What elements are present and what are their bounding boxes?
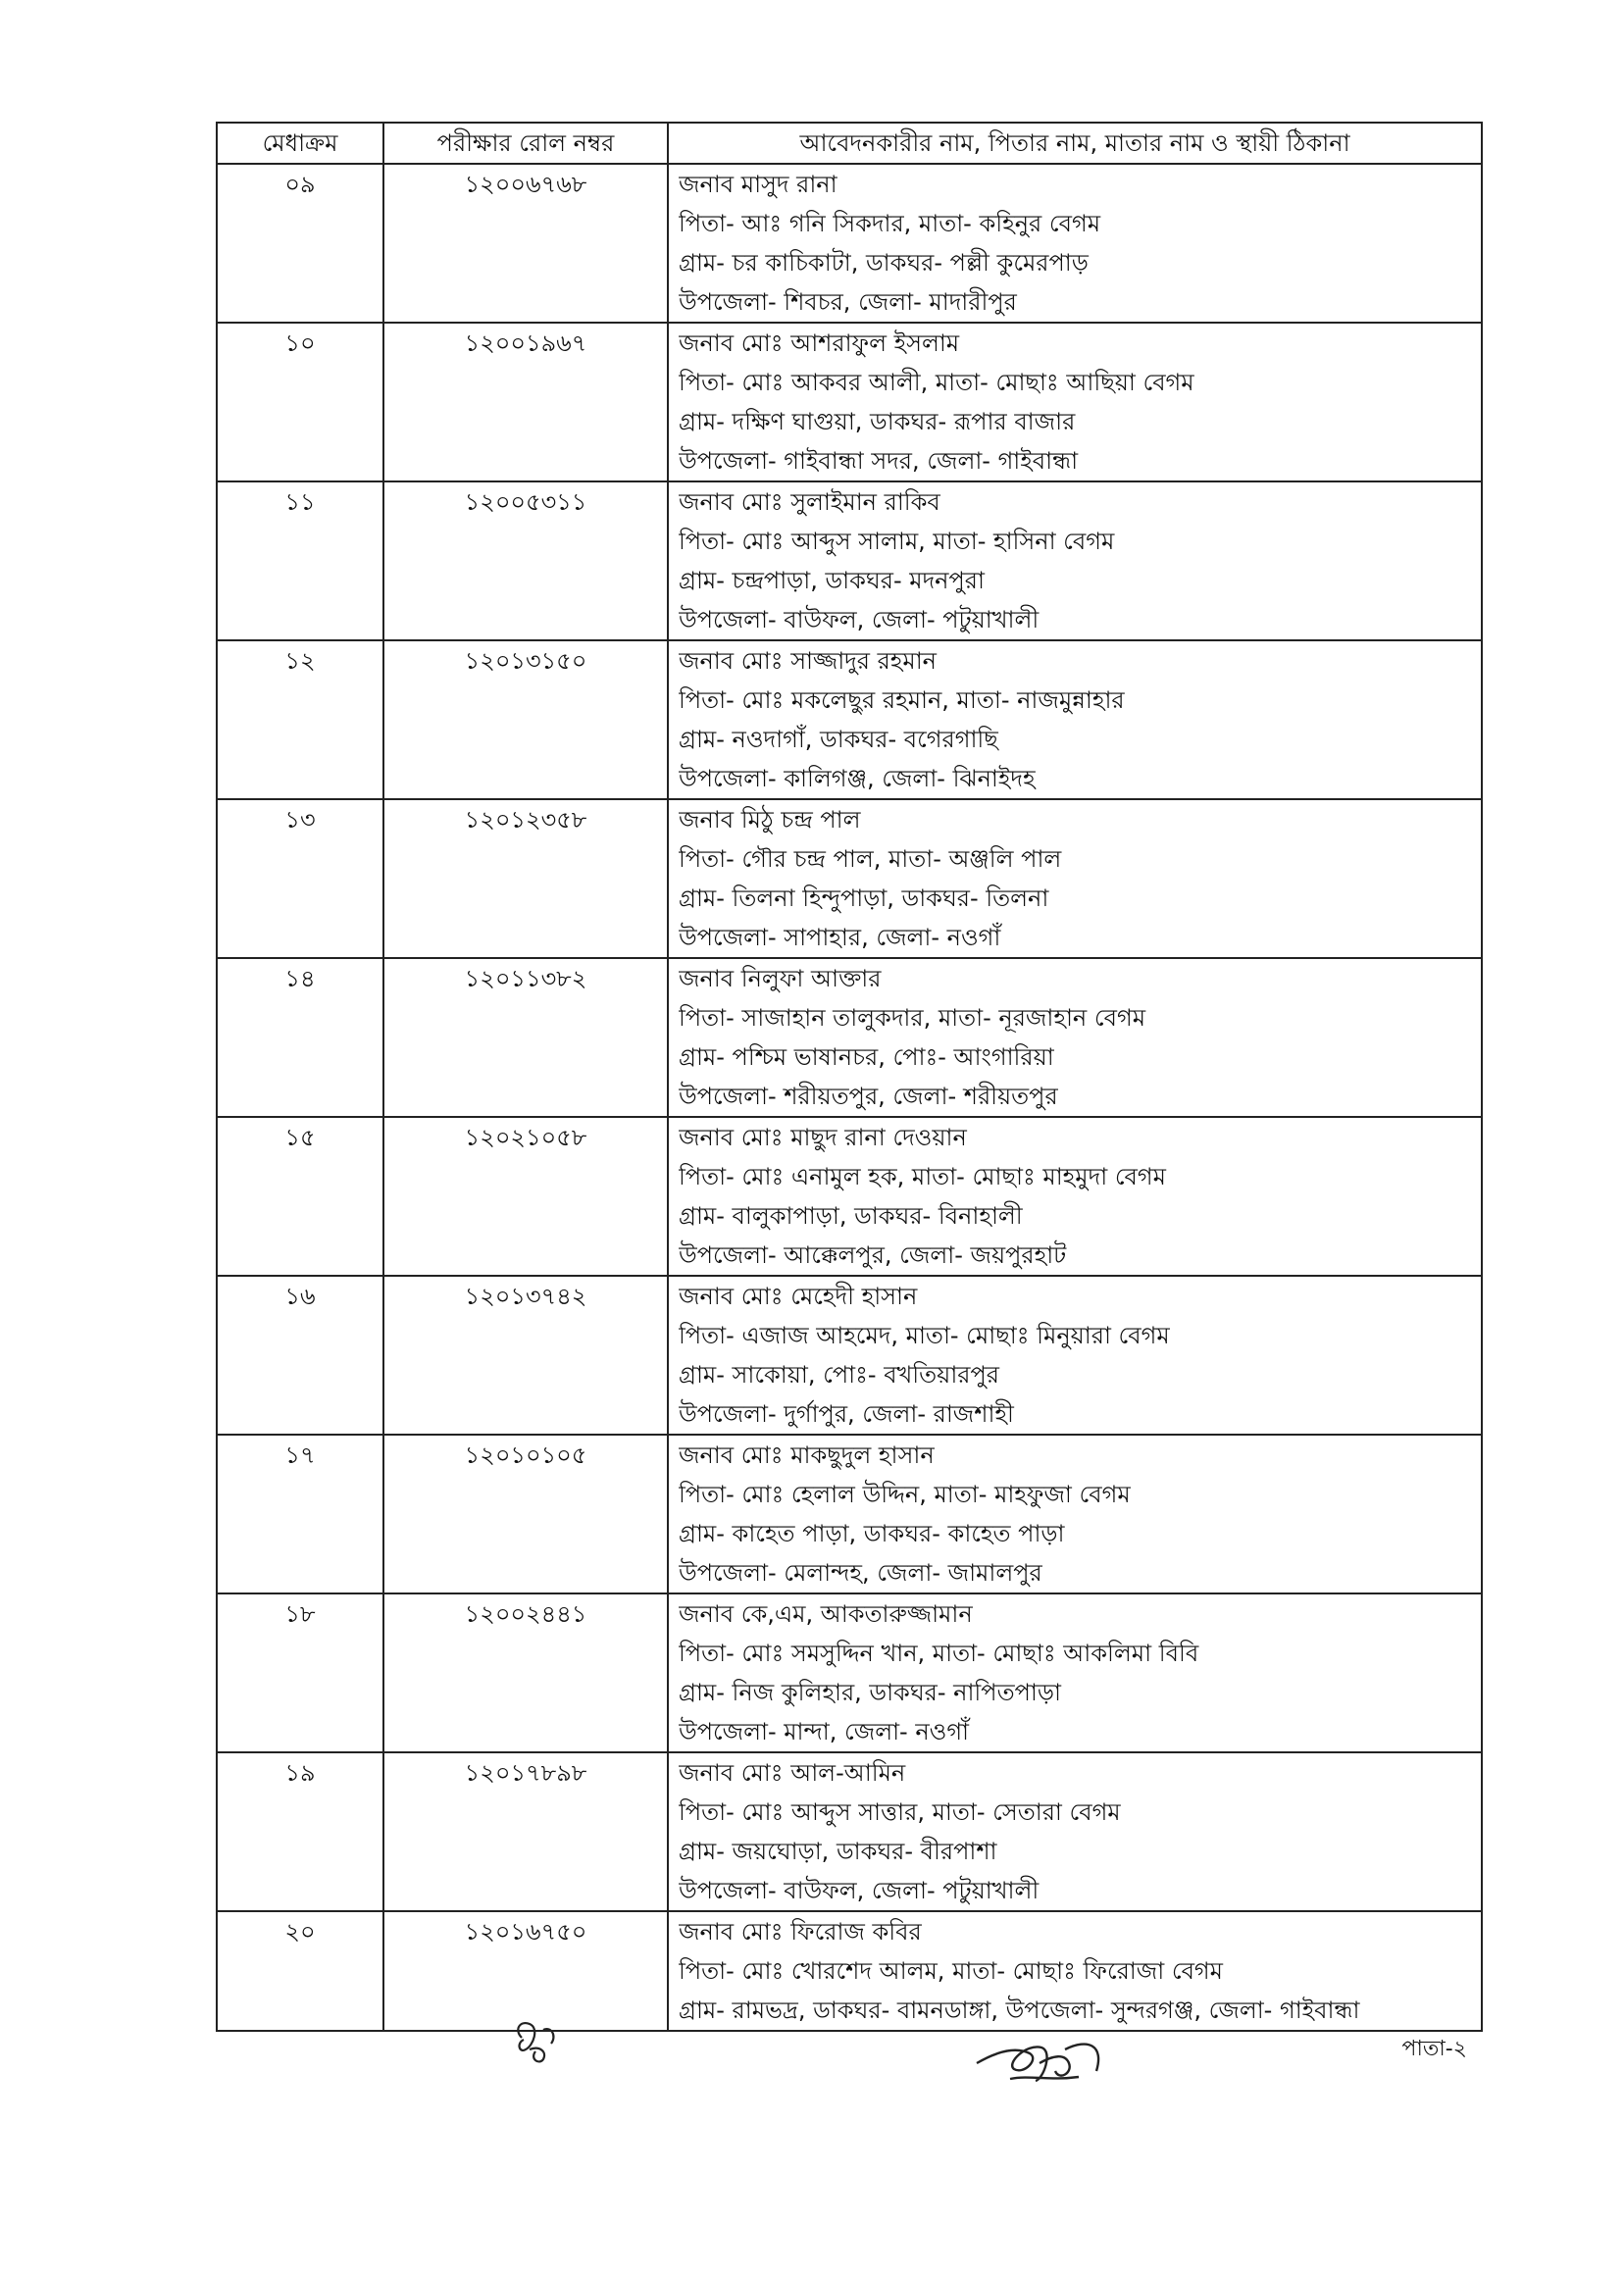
info-line: জনাব কে,এম, আকতারুজ্জামান (679, 1600, 973, 1628)
roll-cell: ১২০১২৩৫৮ (383, 799, 668, 958)
info-line: পিতা- মোঃ আকবর আলী, মাতা- মোছাঃ আছিয়া বেগম (679, 369, 1194, 396)
applicant-info-cell (668, 1752, 1482, 1911)
info-line: গ্রাম- রামভদ্র, ডাকঘর- বামনডাঙ্গা, উপজেলা- সুন্দরগঞ্জ, জেলা- গাইবান্ধা (679, 1997, 1360, 2024)
roll-cell: ১২০২১০৫৮ (383, 1117, 668, 1276)
info-line: উপজেলা- শিবচর, জেলা- মাদারীপুর (679, 288, 1017, 316)
info-line: উপজেলা- মান্দা, জেলা- নওগাঁ (679, 1718, 970, 1745)
info-line: পিতা- মোঃ আব্দুস সালাম, মাতা- হাসিনা বেগম (679, 528, 1115, 555)
roll-cell: ১২০১৬৭৫০ (383, 1911, 668, 2031)
info-line: গ্রাম- সাকোয়া, পোঃ- বখতিয়ারপুর (679, 1361, 999, 1389)
info-line: পিতা- এজাজ আহমেদ, মাতা- মোছাঃ মিনুয়ারা বেগম (679, 1322, 1170, 1349)
page-number: পাতা-২ (1401, 2037, 1467, 2061)
table-header-row (217, 123, 1482, 164)
info-line: গ্রাম- বালুকাপাড়া, ডাকঘর- বিনাহালী (679, 1202, 1023, 1230)
merit-cell: ০৯ (217, 164, 383, 323)
info-line: উপজেলা- আক্কেলপুর, জেলা- জয়পুরহাট (679, 1241, 1067, 1269)
merit-cell: ১৪ (217, 958, 383, 1117)
merit-cell: ১৬ (217, 1276, 383, 1435)
merit-cell: ১০ (217, 323, 383, 481)
merit-cell: ১৩ (217, 799, 383, 958)
table-row (217, 1752, 1482, 1911)
roll-cell: ১২০০৫৩১১ (383, 481, 668, 640)
info-line: গ্রাম- নিজ কুলিহার, ডাকঘর- নাপিতপাড়া (679, 1679, 1061, 1706)
info-line: জনাব মোঃ ফিরোজ কবির (679, 1918, 922, 1946)
roll-cell: ১২০১০১০৫ (383, 1435, 668, 1593)
merit-cell: ১২ (217, 640, 383, 799)
applicant-info-cell (668, 164, 1482, 323)
info-line: উপজেলা- গাইবান্ধা সদর, জেলা- গাইবান্ধা (679, 447, 1079, 475)
info-line: জনাব মোঃ মেহেদী হাসান (679, 1283, 918, 1310)
table-row (217, 640, 1482, 799)
table-row (217, 1911, 1482, 2031)
roll-cell: ১২০১৩৭৪২ (383, 1276, 668, 1435)
applicant-info-cell (668, 958, 1482, 1117)
info-line: উপজেলা- বাউফল, জেলা- পটুয়াখালী (679, 606, 1040, 633)
applicant-info-cell (668, 1435, 1482, 1593)
info-line: গ্রাম- চন্দ্রপাড়া, ডাকঘর- মদনপুরা (679, 567, 985, 594)
applicant-info-cell (668, 1911, 1482, 2031)
table-row (217, 164, 1482, 323)
info-line: পিতা- গৌর চন্দ্র পাল, মাতা- অঞ্জলি পাল (679, 845, 1062, 873)
merit-cell: ১৭ (217, 1435, 383, 1593)
info-line: জনাব নিলুফা আক্তার (679, 965, 882, 992)
table-row (217, 1276, 1482, 1435)
info-line: গ্রাম- পশ্চিম ভাষানচর, পোঃ- আংগারিয়া (679, 1043, 1054, 1071)
info-line: পিতা- মোঃ আব্দুস সাত্তার, মাতা- সেতারা বেগম (679, 1798, 1121, 1826)
info-line: পিতা- মোঃ এনামুল হক, মাতা- মোছাঃ মাহমুদা বেগম (679, 1163, 1166, 1190)
info-line: গ্রাম- নওদাগাঁ, ডাকঘর- বগেরগাছি (679, 726, 998, 753)
info-line: পিতা- সাজাহান তালুকদার, মাতা- নূরজাহান বেগম (679, 1004, 1146, 1032)
info-line: জনাব মোঃ আল-আমিন (679, 1759, 906, 1787)
info-line: জনাব মাসুদ রানা (679, 171, 837, 198)
info-line: উপজেলা- কালিগঞ্জ, জেলা- ঝিনাইদহ (679, 765, 1036, 792)
applicant-info-cell (668, 799, 1482, 958)
applicant-info-cell (668, 1276, 1482, 1435)
info-line: জনাব মোঃ মাকছুদুল হাসান (679, 1441, 935, 1469)
info-line: পিতা- আঃ গনি সিকদার, মাতা- কহিনুর বেগম (679, 210, 1101, 237)
results-table (216, 122, 1483, 2032)
roll-cell: ১২০০৬৭৬৮ (383, 164, 668, 323)
table-row (217, 1435, 1482, 1593)
table-row (217, 1117, 1482, 1276)
info-line: পিতা- মোঃ মকলেছুর রহমান, মাতা- নাজমুন্নাহার (679, 686, 1125, 714)
info-line: গ্রাম- দক্ষিণ ঘাগুয়া, ডাকঘর- রূপার বাজার (679, 408, 1076, 435)
info-line: গ্রাম- চর কাচিকাটা, ডাকঘর- পল্লী কুমেরপাড় (679, 249, 1089, 277)
info-line: গ্রাম- কাহেত পাড়া, ডাকঘর- কাহেত পাড়া (679, 1520, 1065, 1547)
header-roll: পরীক্ষার রোল নম্বর (383, 123, 668, 164)
applicant-info-cell (668, 640, 1482, 799)
table-row (217, 323, 1482, 481)
info-line: পিতা- মোঃ হেলাল উদ্দিন, মাতা- মাহফুজা বেগম (679, 1481, 1131, 1508)
header-applicant-info: আবেদনকারীর নাম, পিতার নাম, মাতার নাম ও স্থায়ী ঠিকানা (668, 123, 1482, 164)
official-signature (971, 2020, 1108, 2098)
applicant-info-cell (668, 323, 1482, 481)
roll-cell: ১২০০১৯৬৭ (383, 323, 668, 481)
table-row (217, 799, 1482, 958)
info-line: জনাব মোঃ সুলাইমান রাকিব (679, 488, 940, 516)
roll-cell: ১২০১৩১৫০ (383, 640, 668, 799)
merit-cell: ২০ (217, 1911, 383, 2031)
applicant-info-cell (668, 1117, 1482, 1276)
table-row (217, 481, 1482, 640)
info-line: পিতা- মোঃ খোরশেদ আলম, মাতা- মোছাঃ ফিরোজা বেগম (679, 1957, 1223, 1985)
merit-cell: ১৫ (217, 1117, 383, 1276)
info-line: উপজেলা- বাউফল, জেলা- পটুয়াখালী (679, 1877, 1040, 1904)
applicant-info-cell (668, 1593, 1482, 1752)
info-line: গ্রাম- জয়ঘোড়া, ডাকঘর- বীরপাশা (679, 1838, 997, 1865)
info-line: পিতা- মোঃ সমসুদ্দিন খান, মাতা- মোছাঃ আকলিমা বিবি (679, 1640, 1199, 1667)
roll-cell: ১২০১৭৮৯৮ (383, 1752, 668, 1911)
roll-cell: ১২০০২৪৪১ (383, 1593, 668, 1752)
table-row (217, 1593, 1482, 1752)
info-line: উপজেলা- মেলান্দহ, জেলা- জামালপুর (679, 1559, 1042, 1587)
info-line: গ্রাম- তিলনা হিন্দুপাড়া, ডাকঘর- তিলনা (679, 885, 1049, 912)
initials-signature (500, 2000, 579, 2079)
info-line: জনাব মিঠু চন্দ্র পাল (679, 806, 861, 834)
header-merit: মেধাক্রম (217, 123, 383, 164)
merit-cell: ১৯ (217, 1752, 383, 1911)
info-line: জনাব মোঃ মাছুদ রানা দেওয়ান (679, 1124, 967, 1151)
applicant-info-cell (668, 481, 1482, 640)
info-line: উপজেলা- সাপাহার, জেলা- নওগাঁ (679, 924, 1001, 951)
info-line: জনাব মোঃ সাজ্জাদুর রহমান (679, 647, 938, 675)
roll-cell: ১২০১১৩৮২ (383, 958, 668, 1117)
merit-cell: ১৮ (217, 1593, 383, 1752)
merit-cell: ১১ (217, 481, 383, 640)
info-line: উপজেলা- শরীয়তপুর, জেলা- শরীয়তপুর (679, 1083, 1058, 1110)
info-line: জনাব মোঃ আশরাফুল ইসলাম (679, 329, 960, 357)
table-row (217, 958, 1482, 1117)
info-line: উপজেলা- দুর্গাপুর, জেলা- রাজশাহী (679, 1400, 1014, 1428)
